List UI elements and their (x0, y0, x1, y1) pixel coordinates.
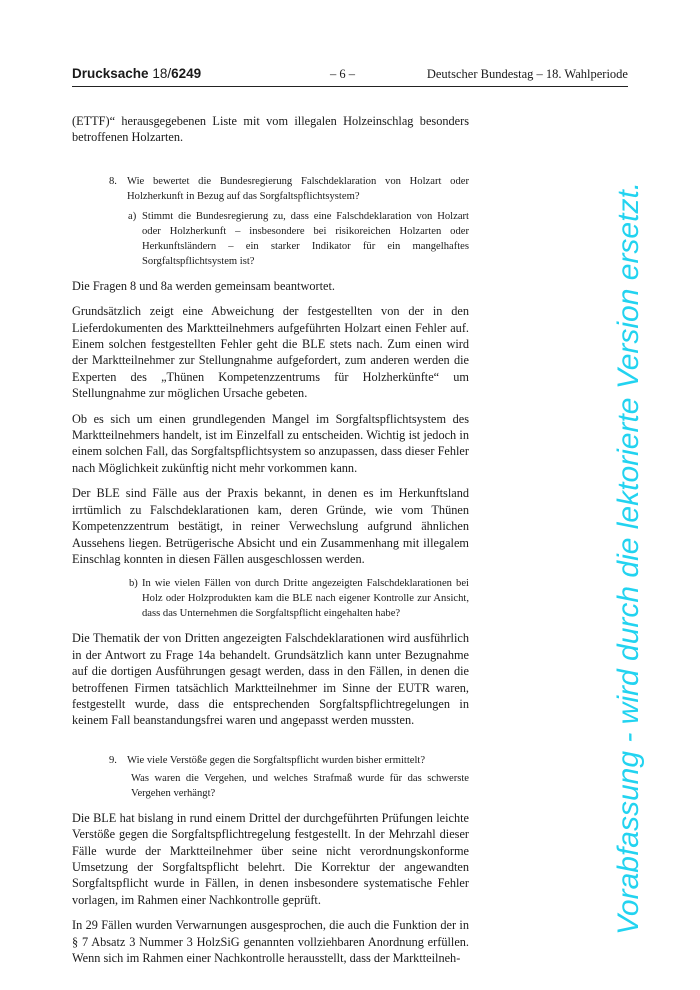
question-text: Wie viele Verstöße gegen die Sorgfaltspflicht wurden bisher ermittelt? (127, 754, 426, 766)
doc-number: 6249 (171, 66, 202, 81)
question-number: b) (129, 578, 138, 590)
answer-paragraph: Grundsätzlich zeigt eine Abweichung der festgestellten von der in den Lieferdokumenten des Marktteilnehmers aufgeführten Holzart einen Fehler auf. Einem solchen festgestellten Fehler geht die BLE stets nach. Zum einen wird der Marktteilnehmer zur Stellungnahme aufgefordert, zum anderen werden die Experten des „Thünen Kompetenzzentrums für Holzherkünfte“ um Stellungnahme zur möglichen Ursache gebeten. (72, 304, 469, 401)
paragraph-continuation: (ETTF)“ herausgegebenen Liste mit vom illegalen Holzeinschlag besonders betroffenen Holzarten. (72, 114, 469, 145)
question-8b (72, 576, 469, 621)
answer-paragraph: Der BLE sind Fälle aus der Praxis bekannt, in denen es im Herkunftsland irrtümlich zu Falschdeklarationen kam, deren Gründe, wie vom Thünen Kompetenzzentrum bestätigt, in reiner Verwechslung aufgrund ähnlichen Aussehens liegen. Betrügerische Absicht und ein Zusammenhang mit illegalem Einschlag konnten in diesen Fällen ausgeschlossen werden. (72, 486, 469, 566)
parliament-label: Deutscher Bundestag – 18. Wahlperiode (426, 67, 628, 81)
document-number (72, 66, 201, 81)
doc-label: Drucksache (72, 66, 149, 81)
question-9-continuation: Was waren die Vergehen, und welches Strafmaß wurde für das schwerste Vergehen verhängt? (131, 772, 469, 799)
page-header (72, 66, 628, 87)
answer-paragraph: In 29 Fällen wurden Verwarnungen ausgesprochen, die auch die Funktion der in § 7 Absatz 3 Nummer 3 HolzSiG genannten vollziehbaren Anordnung erfüllen. Wenn sich im Rahmen einer Nachkontrolle herausstellt, dass der Marktteilneh- (72, 918, 469, 965)
question-number: a) (128, 210, 137, 222)
draft-watermark: Vorabfassung - wird durch die lektorierte Version ersetzt. (612, 181, 645, 935)
question-8a (72, 209, 469, 269)
answer-paragraph: Die Thematik der von Dritten angezeigten Falschdeklarationen wird ausführlich in der Antwort zu Frage 14a behandelt. Grundsätzlich kann unter Bezugnahme auf die dortigen Ausführungen gesagt werden, dass in den Fällen, in denen die betroffenen Firmen tatsächlich Marktteilnehmer im Sinne der EUTR waren, festgestellt wurde, dass die entsprechenden Sorgfaltspflichtregelungen in keinem Fall beanstandungsfrei waren und angepasst werden mussten. (72, 631, 469, 728)
answer-paragraph: Die BLE hat bislang in rund einem Drittel der durchgeführten Prüfungen leichte Verstöße gegen die Sorgfaltspflichtregelung festgestellt. In der Mehrzahl dieser Fälle wurde der Marktteilnehmer über seine nicht verordnungskonforme Umsetzung der Sorgfaltspflicht belehrt. Die Korrektur der angewandten Sorgfaltspflicht wurde in Fällen, in denen insbesondere systematische Fehler vorlagen, im Rahmen einer Nachkontrolle geprüft. (72, 810, 469, 907)
doc-number-prefix: 18/ (152, 66, 172, 81)
answer-paragraph: Ob es sich um einen grundlegenden Mangel im Sorgfaltspflichtsystem des Marktteilnehmers handelt, ist im Einzelfall zu entscheiden. Wichtig ist jedoch in einem solchen Fall, das Sorgfaltspflichtsystem so anzupassen, dass dieser Fehler nach Möglichkeit zukünftig nicht mehr vorkommen kann. (72, 411, 469, 475)
page-number: – 6 – (330, 67, 355, 81)
question-8 (72, 174, 469, 204)
question-text: In wie vielen Fällen von durch Dritte angezeigten Falschdeklarationen bei Holz oder Holzprodukten kam die BLE nach eigener Kontrolle zur Ansicht, dass das Unternehmen die Sorgfaltspflicht eingehalten habe? (142, 578, 469, 620)
document-body (72, 113, 469, 975)
question-number: 8. (109, 175, 117, 187)
question-text: Wie bewertet die Bundesregierung Falschdeklaration von Holzart oder Holzherkunft in Bezug auf das Sorgfaltspflichtsystem? (127, 175, 469, 202)
answer-paragraph: Die Fragen 8 und 8a werden gemeinsam beantwortet. (72, 278, 335, 293)
question-number: 9. (109, 754, 117, 766)
question-text: Stimmt die Bundesregierung zu, dass eine Falschdeklaration von Holzart oder Holzherkunft – insbesondere bei risikoreichen Holzarten oder Herkunftsländern – ein starker Indikator für ein mangelhaftes Sorgfaltspflichtsystem ist? (142, 210, 469, 267)
question-9 (72, 753, 469, 768)
